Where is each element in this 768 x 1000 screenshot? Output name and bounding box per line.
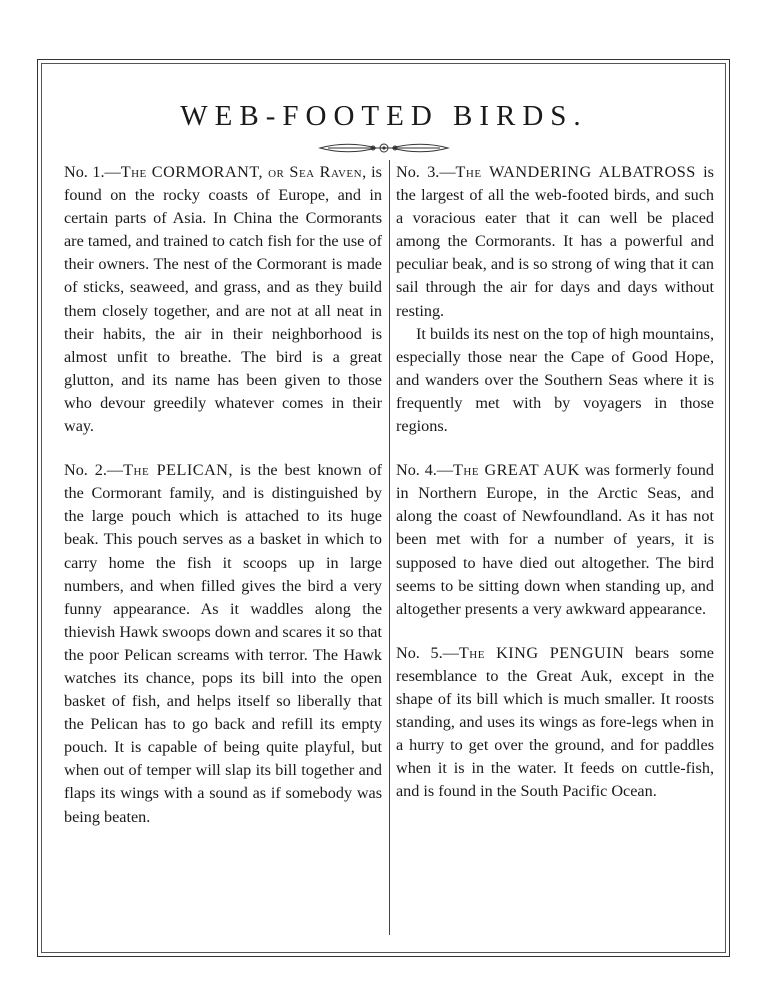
entry-text: was formerly found in Northern Europe, in the Arctic Seas, and along the coast of Newfoundland. As it has not been met with for a number of years, it is supposed to have died out altogether. The bird seems to be sitting down when standing up, and altogether presents a very awkward appearance.	[396, 461, 714, 618]
entry-albatross	[396, 161, 714, 438]
entry-number: No. 3.—	[396, 163, 456, 181]
entry-text: is the best known of the Cormorant family, and is distinguished by the large pouch which is attached to its huge beak. This pouch serves as a basket in which to carry home the fish it scoops up in large numbers, and when filled gives the bird a very funny appearance. As it waddles along the thievish Hawk swoops down and scares it so that the poor Pelican screams with terror. The Hawk watches its chance, pops its bill into the open basket of fish, and helps itself so liberally that the Pelican has to go back and refill its empty pouch. It is capable of being quite playful, but when out of temper will slap its bill together and flaps its wings with a sound as if somebody was being beaten.	[64, 461, 382, 826]
entry-name: The PELICAN,	[123, 461, 234, 480]
entry-king-penguin	[396, 642, 714, 804]
right-column	[396, 161, 714, 824]
entry-number: No. 5.—	[396, 643, 459, 662]
entry-name: The WANDERING ALBATROSS	[455, 163, 696, 181]
entry-great-auk	[396, 459, 714, 621]
entry-name: The CORMORANT, or Sea Raven,	[120, 163, 367, 181]
entry-text: is the largest of all the web-footed birds, and such a voracious eater that it can well be placed among the Cormorants. It has a powerful and peculiar beak, and is so strong of wing that it can sail through the air for days and days without resting.	[396, 163, 714, 320]
page-title: WEB-FOOTED BIRDS.	[180, 100, 588, 132]
column-divider	[389, 160, 390, 935]
entry-number: No. 1.—	[64, 163, 121, 181]
entry-text: bears some resemblance to the Great Auk, except in the shape of its bill which is much smaller. It roosts standing, and uses its wings as fore-legs when in a hurry to get over the ground, and for paddles when it is in the water. It feeds on cuttle-fish, and is found in the South Pacific Ocean.	[396, 643, 714, 801]
entry-name: The GREAT AUK	[453, 461, 580, 480]
entry-number: No. 4.—	[396, 461, 454, 480]
entry-text-continued: It builds its nest on the top of high mountains, especially those near the Cape of Good Hope, and wanders over the Southern Seas where it is frequently met with by voyagers in those regions.	[396, 324, 714, 436]
entry-cormorant	[64, 161, 382, 438]
entry-text: is found on the rocky coasts of Europe, and in certain parts of Asia. In China the Cormorants are tamed, and trained to catch fish for the use of their owners. The nest of the Cormorant is made of sticks, seaweed, and grass, and as they build them closely together, and are not at all neat in their habits, the air in their neighborhood is almost unfit to breathe. The bird is a great glutton, and its name has been given to those who devour greedily whatever comes in their way.	[64, 163, 382, 436]
ornament-flourish	[318, 140, 450, 156]
entry-number: No. 2.—	[64, 461, 124, 480]
left-column	[64, 161, 382, 850]
entry-pelican	[64, 459, 382, 829]
entry-name: The KING PENGUIN	[458, 643, 625, 662]
